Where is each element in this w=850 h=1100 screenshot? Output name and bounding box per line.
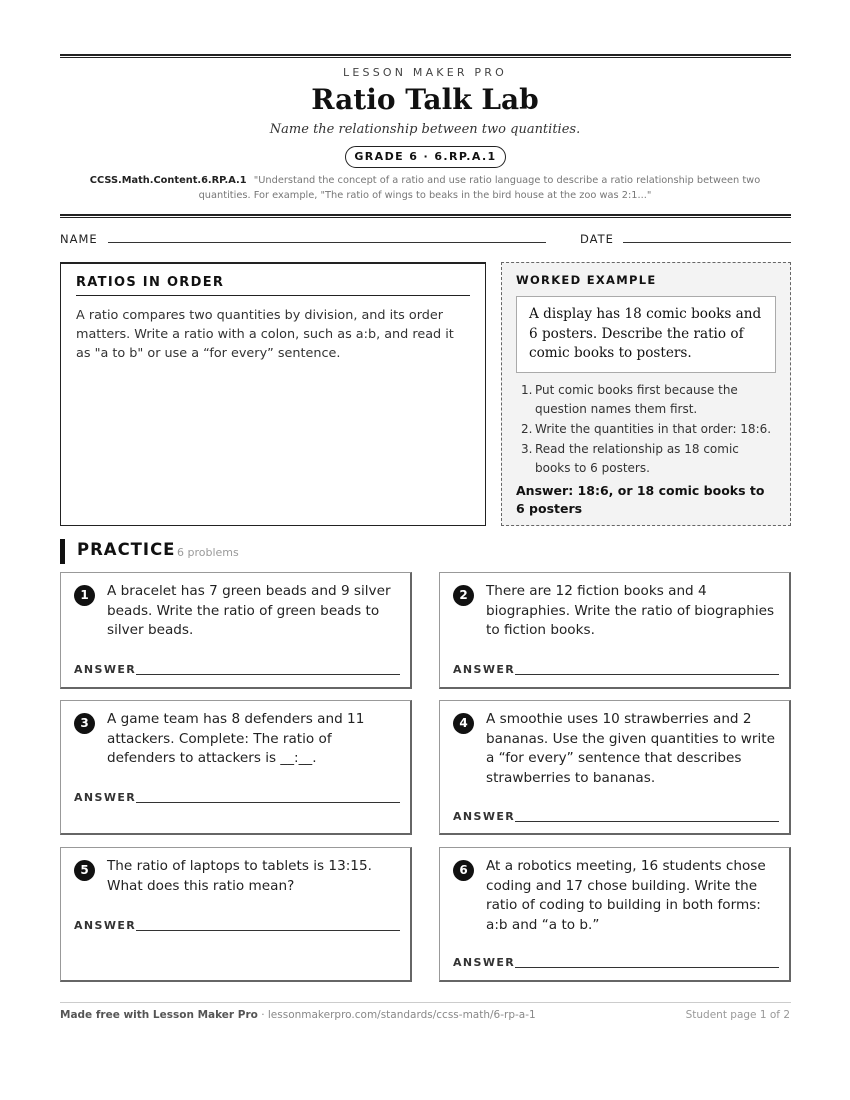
worked-example-heading: WORKED EXAMPLE xyxy=(516,273,657,287)
worked-example-answer: Answer: 18:6, or 18 comic books to 6 posters xyxy=(516,482,765,516)
grade-badge: GRADE 6 · 6.RP.A.1 xyxy=(345,146,506,168)
worked-step: Put comic books first because the question names them first. xyxy=(535,382,738,416)
worked-example-steps xyxy=(516,381,776,478)
answer-label: ANSWER xyxy=(453,810,516,823)
worked-step: Read the relationship as 18 comic books to 6 posters. xyxy=(535,441,739,475)
name-field[interactable] xyxy=(108,242,546,243)
problem-number: 6 xyxy=(453,860,474,881)
problem-card-4 xyxy=(439,700,791,835)
worked-example-prompt: A display has 18 comic books and 6 posters. Describe the ratio of comic books to posters. xyxy=(516,296,776,373)
footer-page-number: Student page 1 of 2 xyxy=(685,1009,790,1021)
problem-text: The ratio of laptops to tablets is 13:15. What does this ratio mean? xyxy=(107,858,372,894)
header-top-rule xyxy=(60,54,791,58)
problem-text: A smoothie uses 10 strawberries and 2 bananas. Use the given quantities to write a “for every” sentence that describes strawberries to bananas. xyxy=(486,711,775,786)
problem-text: A game team has 8 defenders and 11 attackers. Complete: The ratio of defenders to attackers is __:__. xyxy=(107,711,365,766)
ratios-body: A ratio compares two quantities by division, and its order matters. Write a ratio with a colon, such as a:b, and read it as "a to b" or use a “for every” sentence. xyxy=(76,308,454,361)
standard-code: CCSS.Math.Content.6.RP.A.1 xyxy=(89,175,247,186)
problem-number: 1 xyxy=(74,585,95,606)
answer-field[interactable] xyxy=(136,674,400,675)
answer-field[interactable] xyxy=(515,821,779,822)
answer-label: ANSWER xyxy=(74,663,137,676)
problem-number: 3 xyxy=(74,713,95,734)
brand-name: LESSON MAKER PRO xyxy=(343,66,507,79)
problem-number: 4 xyxy=(453,713,474,734)
problem-text: At a robotics meeting, 16 students chose coding and 17 chose building. Write the ratio of coding to building in both forms: a:b and “a to b.” xyxy=(486,858,766,933)
page-subtitle: Name the relationship between two quantities. xyxy=(269,122,581,137)
problem-number: 2 xyxy=(453,585,474,606)
worked-example-panel xyxy=(501,262,791,526)
standard-text: "Understand the concept of a ratio and use ratio language to describe a ratio relationship between two quantities. For example, "The ratio of wings to beaks in the bird house at the zoo was 2:1..." xyxy=(198,175,761,201)
answer-label: ANSWER xyxy=(74,919,137,932)
problem-card-5 xyxy=(60,847,412,982)
ratios-heading: RATIOS IN ORDER xyxy=(76,275,470,296)
footer-credit xyxy=(60,1009,536,1021)
problem-card-6 xyxy=(439,847,791,982)
header-bottom-rule xyxy=(60,214,791,218)
footer-rule xyxy=(60,1002,791,1003)
footer-made-by: Made free with Lesson Maker Pro xyxy=(60,1009,258,1021)
footer-url-link[interactable]: · lessonmakerpro.com/standards/ccss-math/6-rp-a-1 xyxy=(257,1009,536,1021)
problem-card-2 xyxy=(439,572,791,689)
problem-card-3 xyxy=(60,700,412,835)
worked-step: Write the quantities in that order: 18:6. xyxy=(535,421,772,436)
ratios-in-order-panel xyxy=(60,262,486,526)
practice-heading: PRACTICE xyxy=(77,540,176,559)
answer-field[interactable] xyxy=(136,802,400,803)
problem-card-1 xyxy=(60,572,412,689)
date-label: DATE xyxy=(580,232,614,246)
answer-label: ANSWER xyxy=(453,956,516,969)
name-label: NAME xyxy=(60,232,98,246)
problem-number: 5 xyxy=(74,860,95,881)
answer-label: ANSWER xyxy=(453,663,516,676)
answer-label: ANSWER xyxy=(74,791,137,804)
problem-text: There are 12 fiction books and 4 biographies. Write the ratio of biographies to fiction books. xyxy=(486,583,775,638)
problem-text: A bracelet has 7 green beads and 9 silver beads. Write the ratio of green beads to silver beads. xyxy=(107,583,391,638)
answer-field[interactable] xyxy=(515,967,779,968)
answer-field[interactable] xyxy=(515,674,779,675)
date-field[interactable] xyxy=(623,242,791,243)
standard-description xyxy=(80,173,770,203)
answer-field[interactable] xyxy=(136,930,400,931)
practice-accent-bar xyxy=(60,539,65,564)
practice-count: 6 problems xyxy=(177,546,239,559)
page-title: Ratio Talk Lab xyxy=(311,83,539,116)
